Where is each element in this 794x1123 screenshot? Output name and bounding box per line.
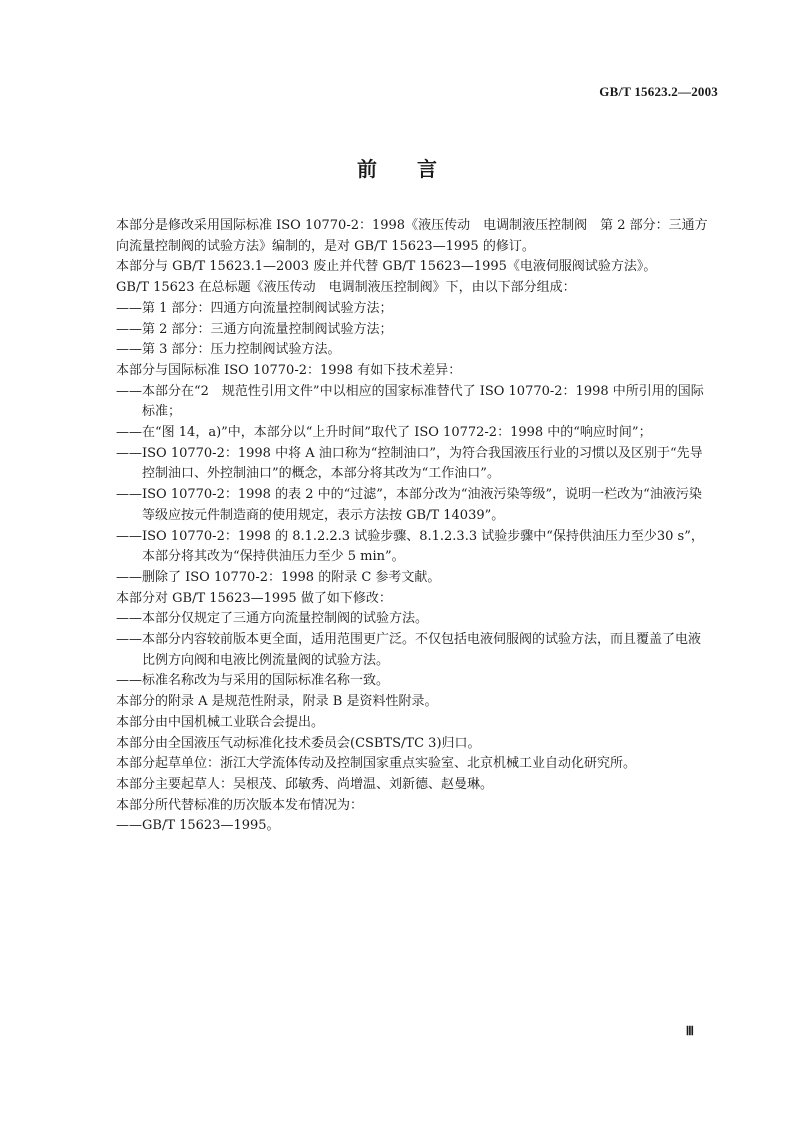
dash-item-text: 第 3 部分：压力控制阀试验方法。 xyxy=(142,342,341,358)
dash-mark: —— xyxy=(116,425,142,441)
title-char-1: 前 xyxy=(357,157,377,181)
dash-mark: —— xyxy=(116,383,142,399)
dash-list-item xyxy=(116,444,710,485)
dash-list-item xyxy=(116,423,710,444)
paragraph: GB/T 15623 在总标题《液压传动 电调制液压控制阀》下，由以下部分组成： xyxy=(116,280,576,296)
paragraph: 本部分与国际标准 ISO 10770-2：1998 有如下技术差异： xyxy=(116,362,462,378)
dash-list-item xyxy=(116,382,710,423)
dash-list-item xyxy=(116,485,710,526)
dash-mark: —— xyxy=(116,445,142,461)
foreword-body xyxy=(116,216,710,837)
page-number: Ⅲ xyxy=(685,1024,694,1038)
dash-mark: —— xyxy=(116,632,142,648)
dash-list-item xyxy=(116,340,710,361)
dash-mark: —— xyxy=(116,342,142,358)
dash-item-text: 本部分在“2 规范性引用文件”中以相应的国家标准替代了 ISO 10770-2：1998 中所引用的国际标准； xyxy=(142,383,704,420)
dash-item-text: ISO 10770-2：1998 的表 2 中的“过滤”，本部分改为“油液污染等级”，说明一栏改为“油液污染等级应按元件制造商的使用规定，表示方法按 GB/T 14039”。 xyxy=(142,487,702,523)
dash-mark: —— xyxy=(116,569,142,585)
dash-list-item xyxy=(116,671,710,692)
dash-list-item xyxy=(116,299,710,320)
paragraph: 本部分由全国液压气动标准化技术委员会(CSBTS/TC 3)归口。 xyxy=(116,735,481,751)
paragraph: 本部分是修改采用国际标准 ISO 10770-2：1998《液压传动 电调制液压控制阀 第 2 部分：三通方向流量控制阀的试验方法》编制的，是对 GB/T 15623—1995 的修订。 xyxy=(116,218,708,254)
dash-item-text: 在“图 14，a)”中，本部分以“上升时间”取代了 ISO 10772-2：1998 中的“响应时间”； xyxy=(142,425,652,441)
dash-list-item xyxy=(116,609,710,630)
title-char-2: 言 xyxy=(417,157,437,181)
dash-list-item xyxy=(116,630,710,671)
dash-mark: —— xyxy=(116,487,142,503)
dash-list-item xyxy=(116,527,710,568)
paragraph: 本部分由中国机械工业联合会提出。 xyxy=(116,714,325,730)
dash-mark: —— xyxy=(116,321,142,337)
dash-list-item xyxy=(116,568,710,589)
paragraph: 本部分与 GB/T 15623.1—2003 废止并代替 GB/T 15623—1995《电液伺服阀试验方法》。 xyxy=(116,259,657,275)
standard-number: GB/T 15623.2—2003 xyxy=(599,84,718,99)
paragraph: 本部分主要起草人：吴根茂、邱敏秀、尚增温、刘新德、赵曼琳。 xyxy=(116,776,494,792)
dash-item-text: 第 2 部分：三通方向流量控制阀试验方法； xyxy=(142,321,393,337)
dash-mark: —— xyxy=(116,528,142,544)
dash-mark: —— xyxy=(116,611,142,627)
dash-item-text: 本部分仅规定了三通方向流量控制阀的试验方法。 xyxy=(142,611,429,627)
dash-list-item xyxy=(116,816,710,837)
paragraph: 本部分起草单位：浙江大学流体传动及控制国家重点实验室、北京机械工业自动化研究所。 xyxy=(116,756,637,772)
dash-mark: —— xyxy=(116,300,142,316)
dash-list-item xyxy=(116,320,710,341)
dash-item-text: 删除了 ISO 10770-2：1998 的附录 C 参考文献。 xyxy=(142,569,441,585)
dash-item-text: ISO 10770-2：1998 的 8.1.2.2.3 试验步骤、8.1.2.3.3 试验步骤中“保持供油压力至少30 s”，本部分将其改为“保持供油压力至少 5 min”。 xyxy=(142,528,704,565)
paragraph: 本部分对 GB/T 15623—1995 做了如下修改： xyxy=(116,590,392,606)
dash-mark: —— xyxy=(116,818,142,834)
paragraph: 本部分的附录 A 是规范性附录，附录 B 是资料性附录。 xyxy=(116,694,438,710)
page-title xyxy=(0,153,794,182)
dash-item-text: 第 1 部分：四通方向流量控制阀试验方法； xyxy=(142,300,393,316)
dash-item-text: 本部分内容较前版本更全面，适用范围更广泛。不仅包括电液伺服阀的试验方法，而且覆盖了电液比例方向阀和电液比例流量阀的试验方法。 xyxy=(142,632,702,668)
paragraph: 本部分所代替标准的历次版本发布情况为： xyxy=(116,797,364,813)
dash-mark: —— xyxy=(116,673,142,689)
dash-item-text: 标准名称改为与采用的国际标准名称一致。 xyxy=(142,673,390,689)
dash-item-text: ISO 10770-2：1998 中将 A 油口称为“控制油口”，为符合我国液压行业的习惯以及区别于“先导控制油口、外控制油口”的概念，本部分将其改为“工作油口”。 xyxy=(142,445,703,482)
dash-item-text: GB/T 15623—1995。 xyxy=(142,818,280,834)
